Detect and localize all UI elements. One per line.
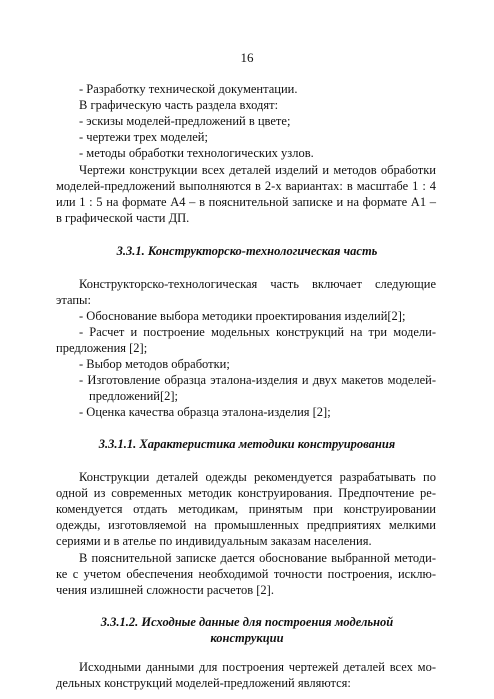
text-line: предложений[2]; — [89, 389, 178, 403]
text-line: - эскизы моделей-предложений в цвете; — [79, 114, 291, 128]
text-line: предложения [2]; — [56, 341, 148, 355]
text-line: сериями и в ателье по индивидуальным заказам населения. — [56, 534, 372, 548]
text-line: или 1 : 5 на формате А4 – в пояснительной записке и на формате А1 – — [56, 195, 436, 209]
text-line: Конструкторско-технологическая часть включает следующие — [79, 277, 436, 291]
text-line: Чертежи конструкции всех деталей изделий и методов обработки — [79, 163, 436, 177]
section-heading: 3.3.1.2. Исходные данные для построения модельной — [100, 615, 394, 629]
text-line: в графической части ДП. — [56, 211, 190, 225]
text-line: ке с учетом обеспечения необходимой точности построения, исклю- — [56, 567, 436, 581]
text-line: чения излишней сложности расчетов [2]. — [56, 583, 274, 597]
list-item: - Изготовление образца эталона-изделия и двух макетов моделей- — [79, 373, 436, 387]
text-line: В пояснительной записке дается обоснование выбранной методи- — [79, 551, 436, 565]
list-item: - Обоснование выбора методики проектирования изделий[2]; — [79, 309, 406, 323]
text-line: В графическую часть раздела входят: — [79, 98, 279, 112]
list-item: - Выбор методов обработки; — [79, 357, 230, 371]
text-line: одежды, изготовляемой на промышленных предприятиях мелкими — [56, 518, 436, 532]
text-line: Исходными данными для построения чертежей деталей всех мо- — [79, 660, 436, 674]
text-line: этапы: — [56, 293, 91, 307]
text-line: моделей-предложений выполняются в 2-х вариантах: в масштабе 1 : 4 — [56, 179, 436, 193]
page-number: 16 — [240, 50, 254, 65]
text-line: - чертежи трех моделей; — [79, 130, 208, 144]
list-item: - Расчет и построение модельных конструкций на три модели- — [79, 325, 436, 339]
section-heading: конструкции — [210, 631, 284, 645]
text-line: одной из современных методик конструирования. Предпочтение ре- — [56, 486, 436, 500]
text-line: дельных конструкций моделей-предложений являются: — [56, 676, 351, 690]
section-heading: 3.3.1. Конструкторско-технологическая часть — [116, 244, 378, 258]
text-line: - методы обработки технологических узлов. — [79, 146, 314, 160]
section-heading: 3.3.1.1. Характеристика методики конструирования — [98, 437, 396, 451]
text-line: - Разработку технической документации. — [79, 82, 298, 96]
text-line: комендуется отдать методикам, принятым при конструировании — [56, 502, 436, 516]
list-item: - Оценка качества образца эталона-изделия [2]; — [79, 405, 331, 419]
text-line: Конструкции деталей одежды рекомендуется разрабатывать по — [79, 470, 436, 484]
